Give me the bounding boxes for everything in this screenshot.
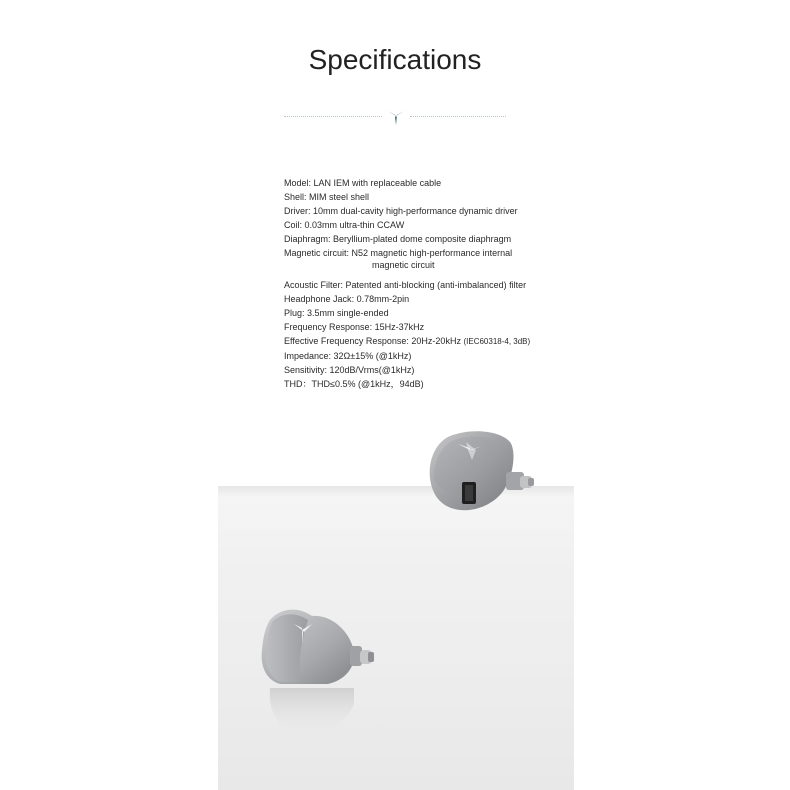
spec-row-thd: THD：THD≤0.5% (@1kHz，94dB) (284, 379, 424, 389)
spec-row-impedance: Impedance: 32Ω±15% (@1kHz) (284, 351, 412, 361)
spec-row-coil: Coil: 0.03mm ultra-thin CCAW (284, 220, 405, 230)
brand-logo-icon (386, 106, 406, 126)
spec-row-shell: Shell: MIM steel shell (284, 192, 370, 202)
spec-row-acoustic-filter: Acoustic Filter: Patented anti-blocking (anti-imbalanced) filter (284, 280, 527, 290)
specifications-list (284, 176, 584, 391)
spec-row-sensitivity: Sensitivity: 120dB/Vrms(@1kHz) (284, 365, 415, 375)
spec-row-plug: Plug: 3.5mm single-ended (284, 308, 389, 318)
spec-row-diaphragm: Diaphragm: Beryllium-plated dome composite diaphragm (284, 234, 512, 244)
page-title: Specifications (308, 44, 482, 75)
spec-row-effective-frequency-response: Effective Frequency Response: 20Hz-20kHz (IEC60318-4, 3dB) (284, 336, 531, 346)
spec-row-magnetic-circuit: Magnetic circuit: N52 magnetic high-performance internal magnetic circuit (284, 248, 513, 270)
earbud-lower-image (250, 600, 390, 760)
spec-row-model: Model: LAN IEM with replaceable cable (284, 178, 442, 188)
divider-right (410, 116, 506, 117)
spec-row-frequency-response: Frequency Response: 15Hz-37kHz (284, 322, 425, 332)
spec-row-driver: Driver: 10mm dual-cavity high-performance dynamic driver (284, 206, 518, 216)
earbud-upper-image (420, 420, 550, 520)
spec-row-headphone-jack: Headphone Jack: 0.78mm-2pin (284, 294, 410, 304)
divider-left (284, 116, 382, 117)
